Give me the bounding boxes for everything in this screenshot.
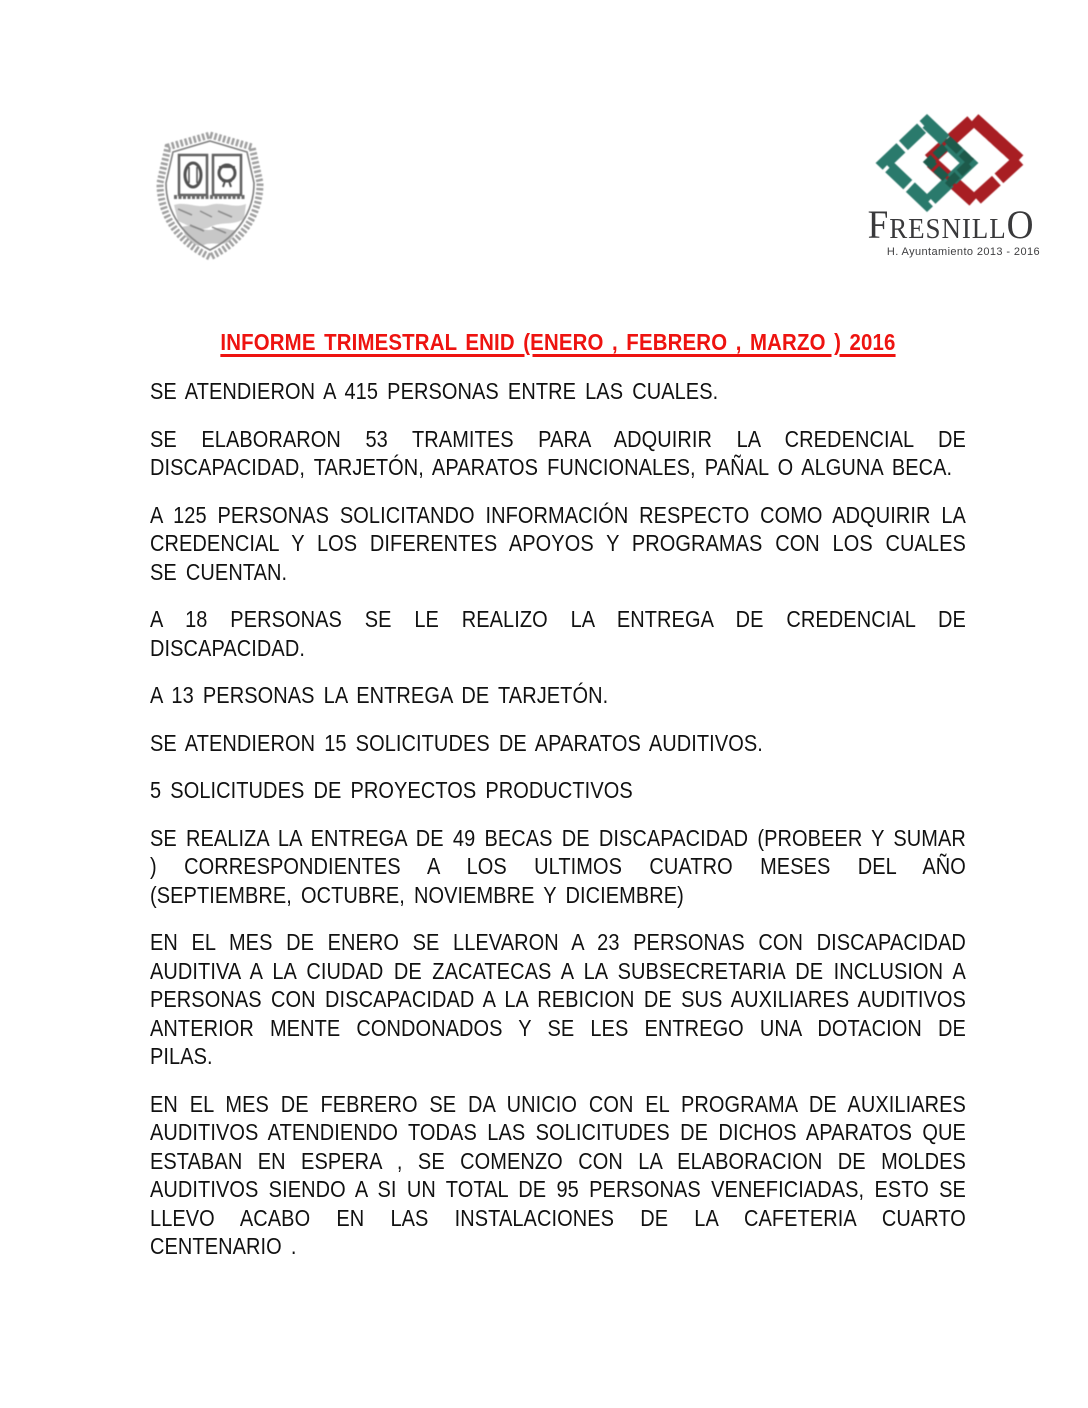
paragraph-10: EN EL MES DE FEBRERO SE DA UNICIO CON EL PROGRAMA DE AUXILIARES AUDITIVOS ATENDIENDO TODAS LAS SOLICITUDES DE DICHOS APARATOS QUE ESTABAN EN ESPERA , SE COMENZO CON LA ELABORACION DE MOLDES AUDITIVOS SIENDO A SI UN TOTAL DE 95 PERSONAS VENEFICIADAS, ESTO SE LLEVO ACABO EN LAS INSTALACIONES DE LA CAFETERIA CUARTO CENTENARIO . — [150, 1090, 966, 1259]
paragraph-7: 5 SOLICITUDES DE PROYECTOS PRODUCTIVOS — [150, 777, 633, 803]
paragraph-8: SE REALIZA LA ENTREGA DE 49 BECAS DE DISCAPACIDAD (PROBEER Y SUMAR ) CORRESPONDIENTES A LOS ULTIMOS CUATRO MESES DEL AÑO (SEPTIEMBRE, OCTUBRE, NOVIEMBRE Y DICIEMBRE) — [150, 824, 966, 908]
fresnillo-wordmark — [863, 202, 1040, 247]
paragraph-4: A 18 PERSONAS SE LE REALIZO LA ENTREGA DE CREDENCIAL DE DISCAPACIDAD. — [150, 606, 966, 661]
fresnillo-logo — [856, 112, 1046, 258]
report-body — [150, 329, 966, 1280]
municipal-crest-icon — [152, 131, 268, 261]
paragraph-5: A 13 PERSONAS LA ENTREGA DE TARJETÓN. — [150, 682, 609, 708]
wordmark-initial: F — [867, 202, 890, 247]
fresnillo-subtitle: H. Ayuntamiento 2013 - 2016 — [886, 246, 1040, 258]
wordmark-last: O — [1006, 202, 1035, 247]
paragraph-3: A 125 PERSONAS SOLICITANDO INFORMACIÓN RESPECTO COMO ADQUIRIR LA CREDENCIAL Y LOS DIFERENTES APOYOS Y PROGRAMAS CON LOS CUALES SE CUENTAN. — [150, 501, 966, 585]
paragraph-2: SE ELABORARON 53 TRAMITES PARA ADQUIRIR LA CREDENCIAL DE DISCAPACIDAD, TARJETÓN, APARATOS FUNCIONALES, PAÑAL O ALGUNA BECA. — [150, 425, 966, 480]
paragraph-1: SE ATENDIERON A 415 PERSONAS ENTRE LAS CUALES. — [150, 378, 719, 404]
report-title: INFORME TRIMESTRAL ENID (ENERO , FEBRERO , MARZO ) 2016 — [220, 329, 896, 355]
fresnillo-diamonds-icon — [873, 112, 1029, 212]
paragraph-9: EN EL MES DE ENERO SE LLEVARON A 23 PERSONAS CON DISCAPACIDAD AUDITIVA A LA CIUDAD DE ZACATECAS A LA SUBSECRETARIA DE INCLUSION A PERSONAS CON DISCAPACIDAD A LA REBICION DE SUS AUXILIARES AUDITIVOS ANTERIOR MENTE CONDONADOS Y SE LES ENTREGO UNA DOTACION DE PILAS. — [150, 929, 966, 1069]
wordmark-middle: RESNILL — [889, 213, 1007, 245]
paragraph-6: SE ATENDIERON 15 SOLICITUDES DE APARATOS AUDITIVOS. — [150, 729, 763, 756]
